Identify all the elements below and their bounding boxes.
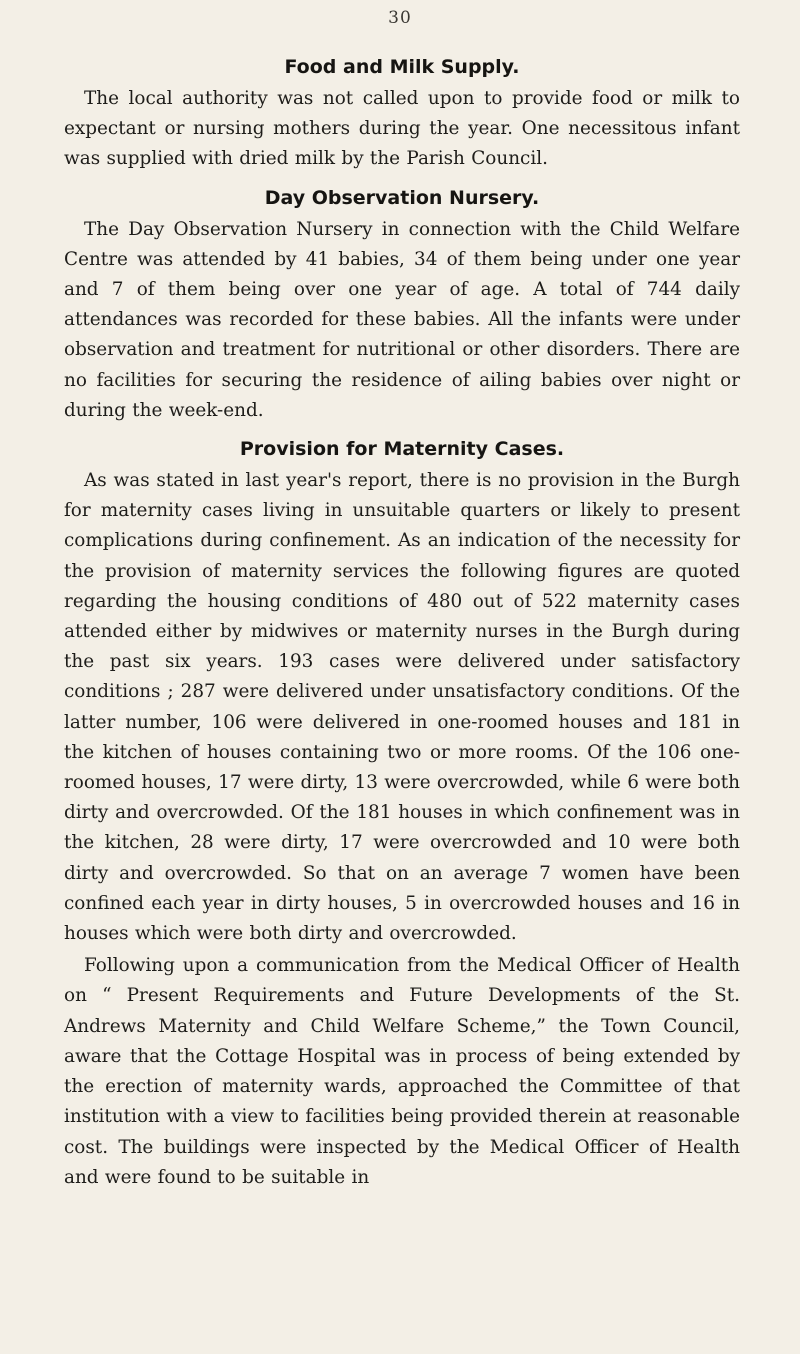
section-food-and-milk-supply xyxy=(64,52,740,175)
paragraph: As was stated in last year's report, there is no provision in the Burgh for maternity cases living in unsuitable quarters or likely to present complications during confinement. As an indication of the necessity for the provision of maternity services the following figures are quoted regarding the housing conditions of 480 out of 522 maternity cases attended either by midwives or maternity nurses in the Burgh during the past six years. 193 cases were delivered under satisfactory conditions ; 287 were delivered under unsatisfactory conditions. Of the latter number, 106 were delivered in one-roomed houses and 181 in the kitchen of houses containing two or more rooms. Of the 106 one-roomed houses, 17 were dirty, 13 were overcrowded, while 6 were both dirty and overcrowded. Of the 181 houses in which confinement was in the kitchen, 28 were dirty, 17 were overcrowded and 10 were both dirty and overcrowded. So that on an average 7 women have been confined each year in dirty houses, 5 in overcrowded houses and 16 in houses which were both dirty and overcrowded. xyxy=(64,470,740,945)
section-heading: Provision for Maternity Cases. xyxy=(239,438,565,461)
page-number: 30 xyxy=(388,8,412,28)
document-body xyxy=(64,52,740,1201)
section-day-observation-nursery xyxy=(64,183,740,426)
section-heading: Food and Milk Supply. xyxy=(284,56,520,78)
section-heading: Day Observation Nursery. xyxy=(264,186,540,209)
paragraph: The local authority was not called upon to provide food or milk to expectant or nursing mothers during the year. One necessitous infant was supplied with dried milk by the Parish Council. xyxy=(64,88,740,170)
paragraph: Following upon a communication from the Medical Officer of Health on “ Present Requirements and Future Developments of the St. Andrews Maternity and Child Welfare Scheme,” the Town Council, aware that the Cottage Hospital was in process of being extended by the erection of maternity wards, approached the Committee of that institution with a view to facilities being provided therein at reasonable cost. The buildings were inspected by the Medical Officer of Health and were found to be suitable in xyxy=(64,955,740,1188)
paragraph: The Day Observation Nursery in connection with the Child Welfare Centre was attended by 41 babies, 34 of them being under one year and 7 of them being over one year of age. A total of 744 daily attendances was recorded for these babies. All the infants were under observation and treatment for nutritional or other disorders. There are no facilities for securing the residence of ailing babies over night or during the week-end. xyxy=(64,218,740,421)
section-provision-for-maternity-cases xyxy=(64,434,740,1193)
